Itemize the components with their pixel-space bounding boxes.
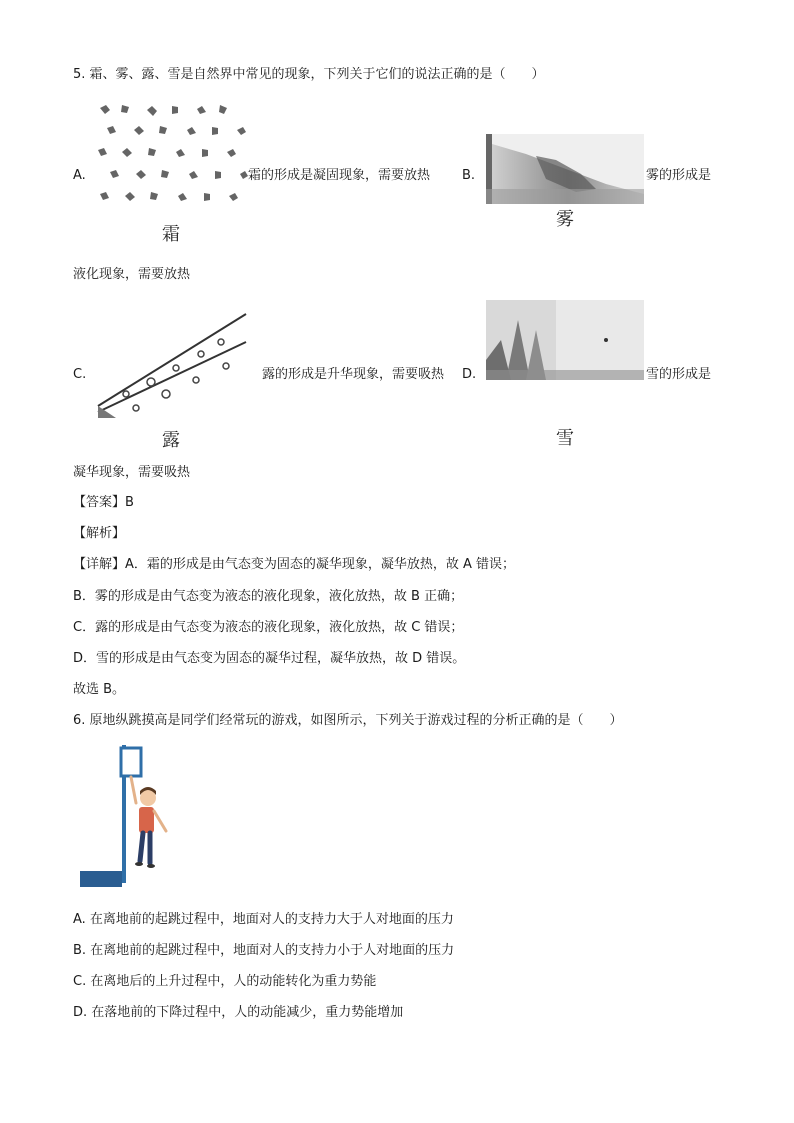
q5-option-d-text-cont: 凝华现象，需要吸热 xyxy=(73,465,191,480)
q6-option-d[interactable]: D. 在落地前的下降过程中，人的动能减少，重力势能增加 xyxy=(73,1005,404,1020)
q5-option-d-letter[interactable]: D. xyxy=(462,367,477,382)
q6-option-a[interactable]: A. 在离地前的起跳过程中，地面对人的支持力大于人对地面的压力 xyxy=(73,912,454,927)
q5-detail-a: 【详解】A．霜的形成是由气态变为固态的凝华现象，凝华放热，故 A 错误； xyxy=(73,557,516,572)
q5-option-a-text: 霜的形成是凝固现象，需要放热 xyxy=(248,168,431,183)
q5-option-b-text-cont: 液化现象，需要放热 xyxy=(73,267,191,282)
q6-option-c[interactable]: C. 在离地后的上升过程中，人的动能转化为重力势能 xyxy=(73,974,377,989)
q5-answer: 【答案】B xyxy=(73,495,134,510)
q5-option-a-letter[interactable]: A. xyxy=(73,168,86,183)
q6-stem: 6. 原地纵跳摸高是同学们经常玩的游戏，如图所示，下列关于游戏过程的分析正确的是（ ） xyxy=(73,713,623,728)
q5-snow-image xyxy=(486,300,644,380)
q6-option-b[interactable]: B. 在离地前的起跳过程中，地面对人的支持力小于人对地面的压力 xyxy=(73,943,455,958)
q5-dew-image xyxy=(96,306,254,418)
q5-dew-caption: 露 xyxy=(162,430,180,451)
q5-analysis-title: 【解析】 xyxy=(73,526,126,541)
q5-stem: 5. 霜、雾、露、雪是自然界中常见的现象，下列关于它们的说法正确的是（ ） xyxy=(73,67,545,82)
q5-option-d-text: 雪的形成是 xyxy=(646,367,712,382)
q5-frost-caption: 霜 xyxy=(162,224,180,245)
q5-detail-b: B．雾的形成是由气态变为液态的液化现象，液化放热，故 B 正确； xyxy=(73,589,464,604)
q5-option-c-letter[interactable]: C. xyxy=(73,367,87,382)
q5-detail-d: D．雪的形成是由气态变为固态的凝华过程，凝华放热，故 D 错误。 xyxy=(73,651,466,666)
q5-fog-image xyxy=(486,134,644,204)
q5-option-c-text: 露的形成是升华现象，需要吸热 xyxy=(262,367,445,382)
q5-option-b-letter[interactable]: B. xyxy=(462,168,476,183)
q6-jump-figure xyxy=(78,745,188,890)
q5-fog-caption: 雾 xyxy=(556,209,574,230)
q5-snow-caption: 雪 xyxy=(556,428,574,449)
q5-frost-image xyxy=(92,100,252,220)
q5-detail-c: C．露的形成是由气态变为液态的液化现象，液化放热，故 C 错误； xyxy=(73,620,464,635)
q5-option-b-text: 雾的形成是 xyxy=(646,168,712,183)
q5-conclusion: 故选 B。 xyxy=(73,682,126,697)
